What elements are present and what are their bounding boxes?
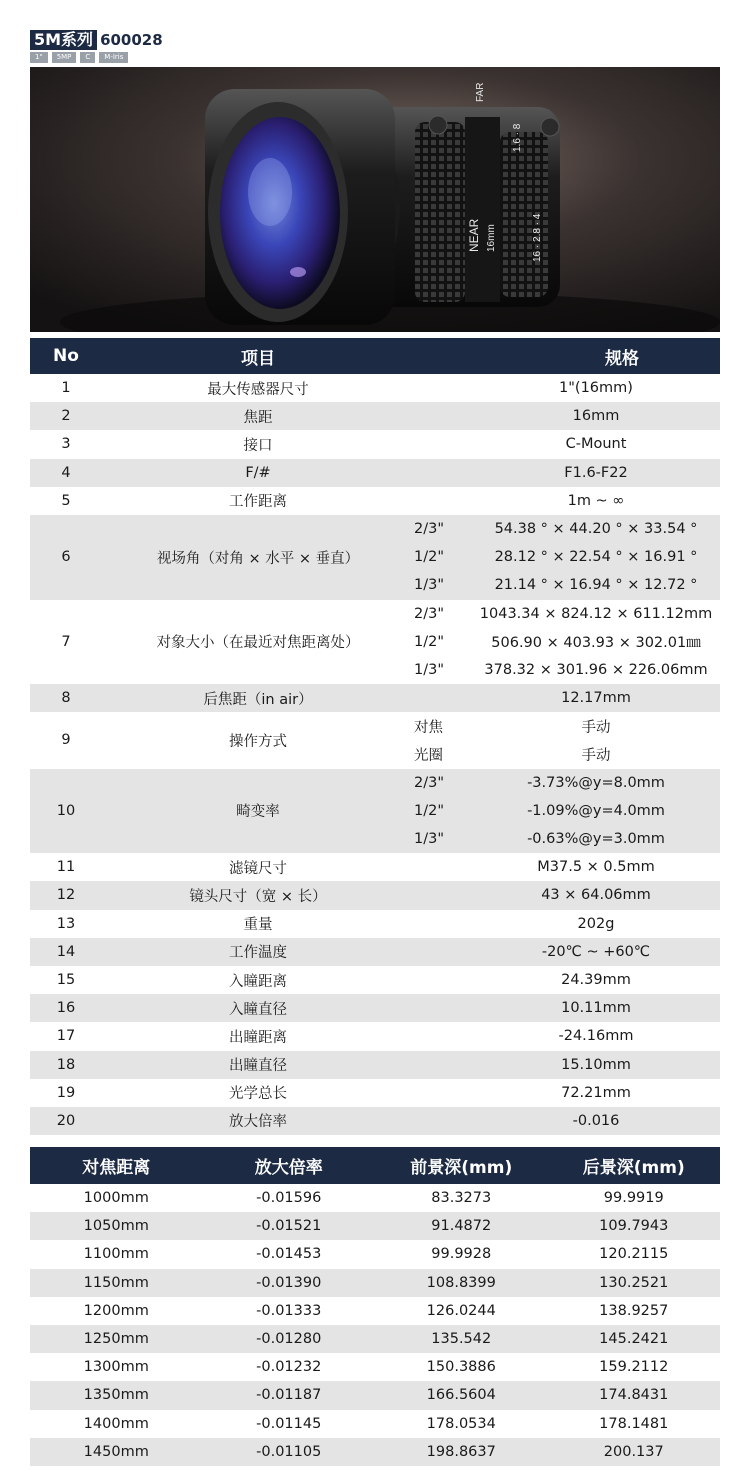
dof-row (30, 1438, 720, 1466)
row-item: 放大倍率 (229, 1114, 287, 1131)
cell-rear-dof: 99.9919 (603, 1190, 664, 1207)
cell-magnification: -0.01390 (256, 1274, 322, 1291)
row-item: 后焦距（in air） (203, 691, 313, 708)
row-value-column (472, 1051, 720, 1079)
cell-focus-distance: 1400mm (83, 1415, 149, 1432)
iris-tag: M-Iris (99, 52, 128, 63)
row-value: 21.14 ° × 16.94 ° × 12.72 ° (494, 577, 698, 594)
row-value-column (472, 994, 720, 1022)
row-number: 13 (56, 915, 76, 932)
row-subcategory-column (414, 938, 472, 966)
row-number: 4 (61, 464, 71, 481)
row-subcategory (414, 459, 472, 487)
row-number: 12 (56, 887, 76, 904)
row-number: 6 (61, 549, 71, 566)
row-subcategory (414, 684, 472, 712)
dof-row (30, 1269, 720, 1297)
row-subcategory-column (414, 881, 472, 909)
row-item: 入瞳距离 (229, 973, 287, 990)
row-value: -24.16mm (558, 1028, 634, 1045)
row-number: 7 (61, 633, 71, 650)
row-value-column (472, 430, 720, 458)
spec-row (30, 1107, 720, 1135)
row-value: 1m ~ ∞ (567, 492, 625, 509)
row-number: 11 (56, 859, 76, 876)
dof-row (30, 1353, 720, 1381)
barrel-label-fstops: 16 · 2.8 · 4 (532, 213, 543, 262)
row-item: 滤镜尺寸 (229, 860, 287, 877)
row-value-column (472, 881, 720, 909)
cell-rear-dof: 200.137 (603, 1443, 664, 1460)
cell-focus-distance: 1100mm (83, 1246, 149, 1263)
row-value-column (472, 966, 720, 994)
spec-row (30, 966, 720, 994)
row-subcategory (414, 374, 472, 402)
row-subcategory-column (414, 712, 472, 768)
row-item: 焦距 (243, 409, 273, 426)
row-subcategory-column (414, 374, 472, 402)
row-number: 10 (56, 802, 76, 819)
spec-row (30, 600, 720, 685)
row-value: 手动 (581, 719, 611, 736)
row-value: C-Mount (565, 436, 627, 453)
row-subcategory-column (414, 966, 472, 994)
row-item: 工作距离 (229, 494, 287, 511)
row-subcategory: 1/2" (414, 549, 445, 566)
row-number: 2 (61, 408, 71, 425)
cell-front-dof: 166.5604 (426, 1387, 496, 1404)
resolution-tag: 5MP (52, 52, 77, 63)
mount-tag: C (80, 52, 95, 63)
barrel-label-far: FAR (475, 82, 486, 102)
row-item: 对象大小（在最近对焦距离处） (156, 635, 360, 652)
row-number: 17 (56, 1028, 76, 1045)
cell-front-dof: 135.542 (431, 1331, 492, 1348)
spec-row (30, 430, 720, 458)
row-value: 506.90 × 403.93 × 302.01㎜ (491, 635, 701, 652)
row-subcategory: 对焦 (414, 719, 443, 736)
row-value-column (472, 769, 720, 854)
dof-row (30, 1184, 720, 1212)
spec-row (30, 684, 720, 712)
spec-row (30, 1051, 720, 1079)
sensor-size-tag: 1" (30, 52, 48, 63)
row-subcategory-column (414, 487, 472, 515)
row-subcategory: 光圈 (414, 748, 443, 765)
barrel-label-focal: 16mm (486, 224, 497, 252)
row-item: 操作方式 (229, 733, 287, 750)
row-value-column (472, 853, 720, 881)
spec-row (30, 1079, 720, 1107)
spec-row (30, 459, 720, 487)
row-subcategory (414, 487, 472, 515)
row-subcategory-column (414, 459, 472, 487)
cell-focus-distance: 1300mm (83, 1359, 149, 1376)
depth-of-field-table (30, 1147, 720, 1466)
product-header (30, 30, 163, 64)
row-subcategory (414, 1079, 472, 1107)
spec-row (30, 1022, 720, 1050)
row-subcategory-column (414, 684, 472, 712)
dof-row (30, 1212, 720, 1240)
row-item: F/# (245, 464, 271, 481)
spec-row (30, 994, 720, 1022)
lock-screw-icon (541, 118, 559, 136)
row-number: 9 (61, 732, 71, 749)
lock-screw-icon (429, 116, 447, 134)
spec-row (30, 881, 720, 909)
row-item: 视场角（对角 × 水平 × 垂直） (156, 550, 360, 567)
spec-row (30, 853, 720, 881)
row-subcategory-column (414, 1051, 472, 1079)
row-subcategory-column (414, 1079, 472, 1107)
row-subcategory (414, 853, 472, 881)
row-item: 工作温度 (229, 945, 287, 962)
row-value: 54.38 ° × 44.20 ° × 33.54 ° (494, 521, 698, 538)
row-number: 18 (56, 1056, 76, 1073)
cell-magnification: -0.01453 (256, 1246, 322, 1263)
spec-row (30, 374, 720, 402)
header-no: No (53, 346, 79, 366)
cell-rear-dof: 159.2112 (599, 1359, 669, 1376)
cell-magnification: -0.01145 (256, 1415, 322, 1432)
row-number: 14 (56, 943, 76, 960)
row-item: 出瞳直径 (229, 1058, 287, 1075)
row-value: 28.12 ° × 22.54 ° × 16.91 ° (494, 549, 698, 566)
row-subcategory-column (414, 430, 472, 458)
cell-magnification: -0.01232 (256, 1359, 322, 1376)
model-number: 600028 (100, 31, 163, 49)
row-subcategory (414, 402, 472, 430)
row-value-column (472, 1107, 720, 1135)
title-row (30, 30, 163, 50)
row-subcategory: 1/2" (414, 633, 445, 650)
cell-magnification: -0.01280 (256, 1331, 322, 1348)
row-value: F1.6-F22 (564, 464, 628, 481)
cell-front-dof: 83.3273 (431, 1190, 492, 1207)
row-value: -0.63%@y=3.0mm (527, 831, 665, 848)
header-focus-distance: 对焦距离 (82, 1158, 151, 1178)
header-spec: 规格 (605, 348, 639, 369)
cell-front-dof: 150.3886 (426, 1359, 496, 1376)
row-subcategory: 1/3" (414, 831, 445, 848)
row-subcategory-column (414, 1107, 472, 1135)
row-item: 入瞳直径 (229, 1001, 287, 1018)
cell-focus-distance: 1350mm (83, 1387, 149, 1404)
dof-table-body (30, 1184, 720, 1466)
row-value: 43 × 64.06mm (541, 887, 651, 904)
row-subcategory-column (414, 1022, 472, 1050)
row-value: 24.39mm (561, 972, 631, 989)
cell-front-dof: 108.8399 (426, 1274, 496, 1291)
dof-row (30, 1381, 720, 1409)
row-subcategory (414, 994, 472, 1022)
spec-row (30, 712, 720, 768)
row-number: 15 (56, 972, 76, 989)
header-front-dof: 前景深(mm) (410, 1158, 513, 1178)
cell-rear-dof: 145.2421 (599, 1331, 669, 1348)
spec-tags (30, 52, 163, 63)
lens-illustration (30, 67, 720, 332)
cell-magnification: -0.01333 (256, 1302, 322, 1319)
row-subcategory-column (414, 402, 472, 430)
cell-front-dof: 178.0534 (426, 1415, 496, 1432)
cell-focus-distance: 1050mm (83, 1218, 149, 1235)
spec-row (30, 910, 720, 938)
cell-rear-dof: 120.2115 (599, 1246, 669, 1263)
header-rear-dof: 后景深(mm) (582, 1158, 685, 1178)
row-subcategory-column (414, 910, 472, 938)
spec-row (30, 938, 720, 966)
row-subcategory-column (414, 853, 472, 881)
row-item: 重量 (243, 917, 273, 934)
cell-rear-dof: 109.7943 (599, 1218, 669, 1235)
row-subcategory-column (414, 994, 472, 1022)
cell-front-dof: 99.9928 (431, 1246, 492, 1263)
row-subcategory-column (414, 600, 472, 685)
cell-magnification: -0.01596 (256, 1190, 322, 1207)
series-label: 5M系列 (30, 30, 97, 50)
cell-front-dof: 198.8637 (426, 1443, 496, 1460)
row-subcategory (414, 938, 472, 966)
row-number: 19 (56, 1084, 76, 1101)
cell-focus-distance: 1450mm (83, 1443, 149, 1460)
cell-focus-distance: 1150mm (83, 1274, 149, 1291)
row-value: 72.21mm (561, 1084, 631, 1101)
row-item: 出瞳距离 (229, 1029, 287, 1046)
row-value-column (472, 374, 720, 402)
row-number: 5 (61, 492, 71, 509)
cell-focus-distance: 1250mm (83, 1331, 149, 1348)
row-value: 15.10mm (561, 1056, 631, 1073)
row-value: -0.016 (572, 1112, 620, 1129)
cell-focus-distance: 1000mm (83, 1190, 149, 1207)
cell-rear-dof: 178.1481 (599, 1415, 669, 1432)
dof-row (30, 1325, 720, 1353)
row-item: 最大传感器尺寸 (207, 381, 309, 398)
cell-magnification: -0.01187 (256, 1387, 322, 1404)
row-subcategory: 1/2" (414, 802, 445, 819)
cell-front-dof: 91.4872 (431, 1218, 492, 1235)
row-number: 16 (56, 1000, 76, 1017)
row-subcategory: 2/3" (414, 605, 445, 622)
row-subcategory: 1/3" (414, 577, 445, 594)
row-value: 10.11mm (561, 1000, 631, 1017)
dof-row (30, 1240, 720, 1268)
spec-row (30, 769, 720, 854)
row-subcategory: 2/3" (414, 774, 445, 791)
spec-table-header (30, 338, 720, 374)
row-value: 16mm (572, 408, 620, 425)
row-number: 1 (61, 380, 71, 397)
row-value-column (472, 487, 720, 515)
spec-table-body (30, 374, 720, 1135)
cell-rear-dof: 138.9257 (599, 1302, 669, 1319)
row-value: -20℃ ~ +60℃ (541, 943, 651, 960)
header-item: 项目 (241, 348, 275, 369)
barrel-label-near: NEAR (467, 218, 481, 252)
row-value-column (472, 600, 720, 685)
cell-magnification: -0.01521 (256, 1218, 322, 1235)
dof-row (30, 1297, 720, 1325)
header-magnification: 放大倍率 (254, 1158, 323, 1178)
row-value: M37.5 × 0.5mm (537, 859, 655, 876)
row-value: 1043.34 × 824.12 × 611.12mm (479, 605, 713, 622)
cell-focus-distance: 1200mm (83, 1302, 149, 1319)
cell-rear-dof: 130.2521 (599, 1274, 669, 1291)
spec-table (30, 338, 720, 1135)
spec-row (30, 402, 720, 430)
row-subcategory (414, 966, 472, 994)
spec-row (30, 487, 720, 515)
row-value: -3.73%@y=8.0mm (527, 774, 665, 791)
row-value: 手动 (581, 748, 611, 765)
row-subcategory-column (414, 515, 472, 600)
row-subcategory: 2/3" (414, 521, 445, 538)
cell-magnification: -0.01105 (256, 1443, 322, 1460)
spec-row (30, 515, 720, 600)
lens-product-photo (30, 67, 720, 332)
row-value-column (472, 402, 720, 430)
row-value-column (472, 910, 720, 938)
row-subcategory (414, 1022, 472, 1050)
row-subcategory (414, 1051, 472, 1079)
row-item: 光学总长 (229, 1086, 287, 1103)
row-value-column (472, 684, 720, 712)
row-number: 3 (61, 436, 71, 453)
row-item: 接口 (243, 437, 273, 454)
row-value-column (472, 1079, 720, 1107)
row-value: 12.17mm (561, 690, 631, 707)
row-subcategory (414, 881, 472, 909)
row-value-column (472, 938, 720, 966)
row-subcategory (414, 430, 472, 458)
row-item: 镜头尺寸（宽 × 长） (189, 888, 327, 905)
row-subcategory (414, 1107, 472, 1135)
row-subcategory (414, 910, 472, 938)
row-subcategory: 1/3" (414, 661, 445, 678)
row-value-column (472, 459, 720, 487)
row-number: 8 (61, 690, 71, 707)
row-value: -1.09%@y=4.0mm (527, 802, 665, 819)
dof-table-header (30, 1147, 720, 1184)
row-value: 378.32 × 301.96 × 226.06mm (484, 661, 708, 678)
barrel-label-fstops-2: 1.6 · 8 (512, 123, 523, 152)
focus-ring (415, 122, 465, 302)
dof-row (30, 1410, 720, 1438)
row-value: 1"(16mm) (559, 380, 633, 397)
row-value-column (472, 712, 720, 768)
row-subcategory-column (414, 769, 472, 854)
cell-rear-dof: 174.8431 (599, 1387, 669, 1404)
row-item: 畸变率 (236, 804, 280, 821)
row-value-column (472, 515, 720, 600)
cell-front-dof: 126.0244 (426, 1302, 496, 1319)
row-value-column (472, 1022, 720, 1050)
row-value: 202g (577, 915, 615, 932)
row-number: 20 (56, 1112, 76, 1129)
